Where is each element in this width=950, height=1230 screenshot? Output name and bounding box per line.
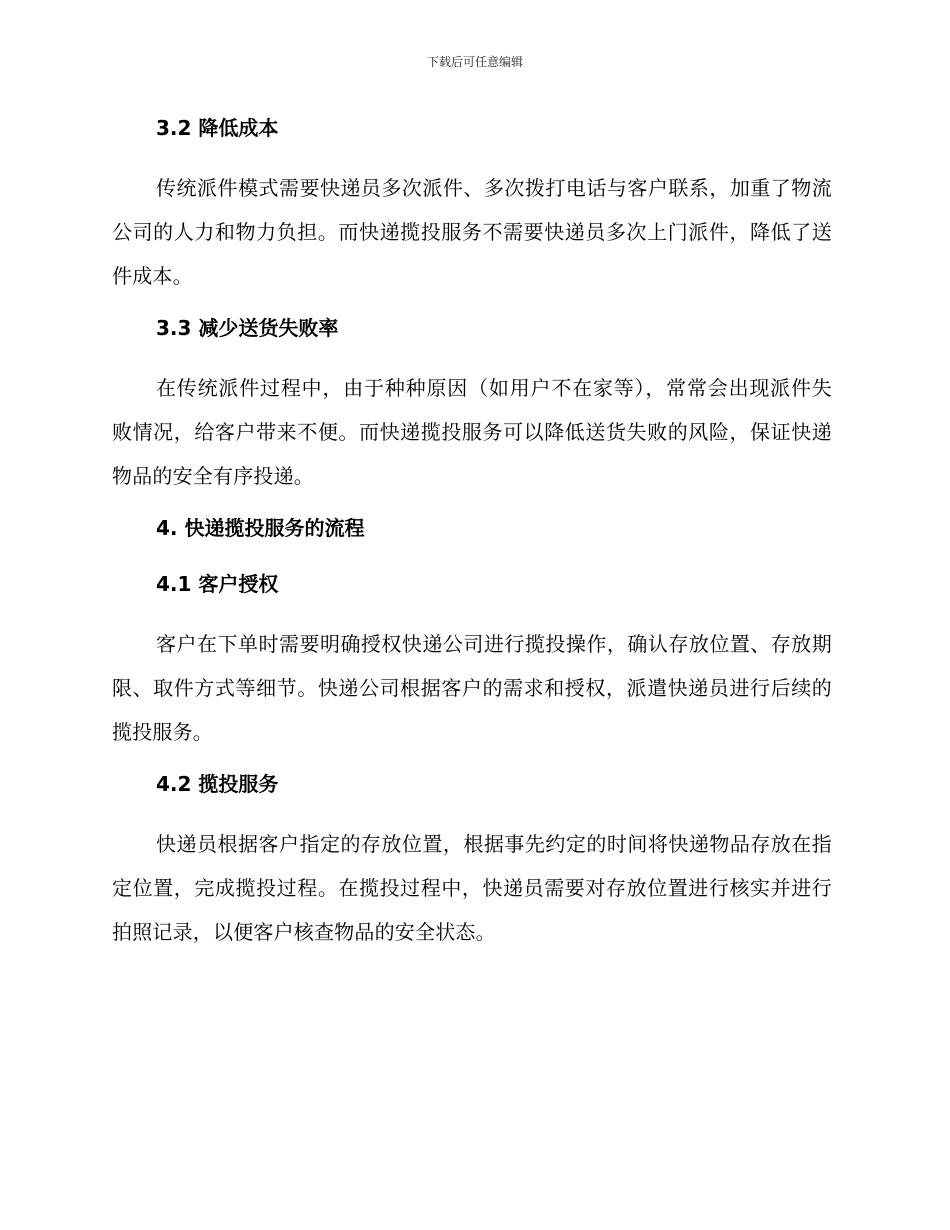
section-paragraph-3-3: 在传统派件过程中，由于种种原因（如用户不在家等），常常会出现派件失败情况，给客户带来不便。而快递揽投服务可以降低送货失败的风险，保证快递物品的安全有序投递。	[112, 376, 832, 488]
section-heading-3-2: 3.2 降低成本	[156, 116, 279, 140]
section-heading-3-3: 3.3 减少送货失败率	[156, 316, 339, 340]
section-paragraph-3-2: 传统派件模式需要快递员多次派件、多次拨打电话与客户联系，加重了物流公司的人力和物力负担。而快递揽投服务不需要快递员多次上门派件，降低了送件成本。	[112, 176, 832, 288]
section-heading-4-2: 4.2 揽投服务	[156, 772, 279, 796]
section-heading-4-1: 4.1 客户授权	[156, 572, 279, 596]
section-paragraph-4-2: 快递员根据客户指定的存放位置，根据事先约定的时间将快递物品存放在指定位置，完成揽投过程。在揽投过程中，快递员需要对存放位置进行核实并进行拍照记录，以便客户核查物品的安全状态。	[112, 832, 832, 944]
page-header-note: 下载后可任意编辑	[426, 55, 523, 69]
section-heading-4: 4. 快递揽投服务的流程	[156, 516, 365, 540]
document-body	[112, 110, 832, 966]
section-paragraph-4-1: 客户在下单时需要明确授权快递公司进行揽投操作，确认存放位置、存放期限、取件方式等细节。快递公司根据客户的需求和授权，派遣快递员进行后续的揽投服务。	[112, 632, 832, 744]
